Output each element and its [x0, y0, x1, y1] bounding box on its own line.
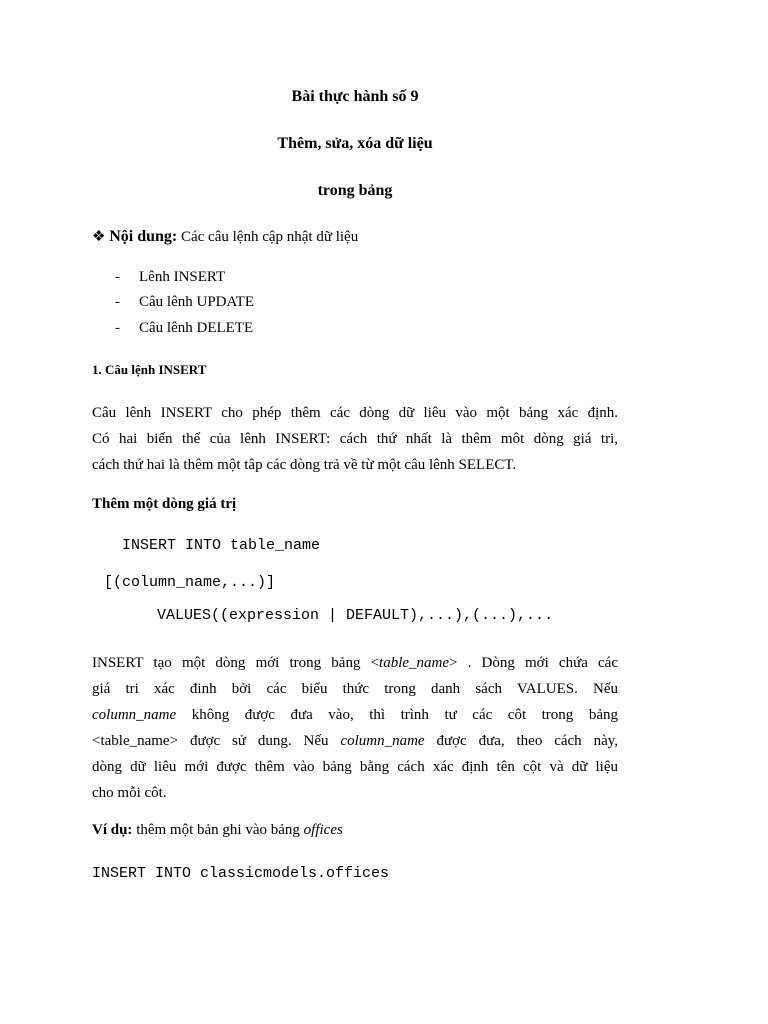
list-item	[115, 269, 225, 286]
paragraph-line: cho mỗi côt.	[92, 785, 167, 801]
paragraph-line: dòng dữ liêu mới được thêm vào bảng bằng cách xác định tên cột và dữ liệu	[92, 759, 618, 775]
dash-bullet: -	[115, 294, 120, 310]
example-code: INSERT INTO classicmodels.offices	[92, 865, 390, 882]
paragraph-line: column_name không được đưa vào, thì trình tư các côt trong bảng	[92, 707, 618, 723]
code-line: VALUES((expression | DEFAULT),...),(...),...	[157, 607, 554, 624]
list-item-text: Câu lênh DELETE	[139, 320, 254, 336]
code-line: INSERT INTO table_name	[122, 537, 321, 554]
description-paragraph	[92, 650, 618, 806]
intro-paragraph	[92, 400, 618, 478]
example-line	[92, 822, 343, 839]
diamond-bullet-icon: ❖	[92, 229, 106, 245]
dash-bullet: -	[115, 320, 120, 336]
page-title: Bài thực hành số 9	[291, 88, 419, 105]
list-item-text: Lênh INSERT	[139, 269, 226, 285]
content-text: Các câu lệnh cập nhật dữ liệu	[180, 229, 359, 245]
paragraph-line: giá tri xác đinh bởi các biểu thức trong danh sách VALUES. Nếu	[92, 681, 618, 697]
paragraph-line: <table_name> được sử dung. Nếu column_name được đưa, theo cách này,	[92, 733, 618, 749]
subheading: Thêm một dòng giá trị	[92, 496, 237, 512]
paragraph-line: cách thứ hai là thêm một tâp các dòng trả về từ một câu lênh SELECT.	[92, 457, 517, 473]
list-item	[115, 294, 254, 311]
content-summary	[92, 227, 358, 246]
example-label: Ví dụ:	[92, 822, 133, 838]
content-label: Nội dung:	[109, 228, 178, 245]
page-subtitle-2: trong bảng	[317, 182, 393, 199]
code-line: [(column_name,...)]	[104, 574, 276, 591]
paragraph-line: INSERT tạo một dòng mới trong bảng <table_name> . Dòng mới chứa các	[92, 655, 618, 671]
dash-bullet: -	[115, 269, 120, 285]
page-subtitle: Thêm, sửa, xóa dữ liệu	[277, 135, 433, 152]
paragraph-line: Câu lênh INSERT cho phép thêm các dòng dữ liêu vào một bảng xác định.	[92, 405, 618, 421]
section-heading: 1. Câu lệnh INSERT	[92, 362, 207, 377]
example-text: thêm một bản ghi vào bảng	[132, 822, 304, 838]
list-item	[115, 320, 253, 337]
paragraph-line: Có hai biến thể của lênh INSERT: cách thứ nhất là thêm môt dòng giá tri,	[92, 431, 618, 447]
list-item-text: Câu lênh UPDATE	[139, 294, 254, 310]
example-table: offices	[303, 822, 343, 838]
